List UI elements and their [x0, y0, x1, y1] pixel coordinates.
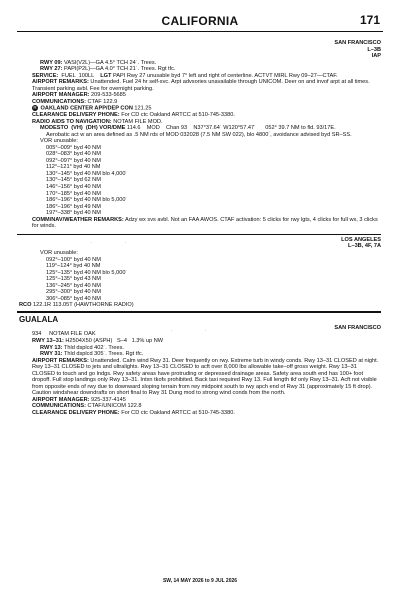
vor-unusable-item: 186°–196° byd 49 NM: [46, 203, 101, 210]
vor-unusable-item: 112°–121° byd 40 NM: [46, 164, 101, 171]
chart-ref: L–3B: [367, 46, 381, 53]
page-footer: SW, 14 MAY 2026 to 9 JUL 2026: [162, 578, 238, 584]
vor-unusable-item: 119°–124° byd 40 NM: [46, 263, 101, 270]
guadalupe-vor-list: [19, 257, 381, 303]
vor-unusable-item: 146°–156° byd 40 NM: [46, 184, 101, 191]
vor-unusable-item: 186°–196° byd 40 NM blo 5,000´: [46, 197, 128, 204]
vor-unusable-item: 125°–135° byd 43 NM: [46, 276, 101, 283]
vor-unusable-item: 092°–097° byd 40 NM: [46, 157, 101, 164]
comm-nav-weather-remarks: COMM/NAV/WEATHER REMARKS: Adzy wx svs avbl. Not an FAA AWOS. CTAF activation: 5 clicks for rwy lgts, 4 clicks for full wx, 3 clicks for winds.: [32, 216, 378, 230]
page-header: [0, 14, 400, 30]
vor-unusable-item: 028°–083° byd 40 NM: [46, 151, 101, 158]
sectional-chart: SAN FRANCISCO: [334, 40, 381, 46]
vor-unusable-item: 005°–009° byd 40 NM: [46, 144, 101, 151]
directory-body: SAN FRANCISCO L–3B IAP RWY 09: VASI(V2L)—GA 4.5° TCH 24´. Trees. RWY 27: PAPI(P2L)—GA 4.0° TCH 21´. Trees. Rgt tfc. SERVICE: FUEL 100LL LGT PAPI Rwy 27 unusable byd 7° left and right of centerline. ACTVT MIRL Rwy 09–27—CTAF. AIRPORT REMARKS: Unattended. Fuel 24 hr self-svc. Arpt advsories unavailable through UNICOM. Deer on and invof arpt at all times. Transient parking avbl. Fee for overnight parking. AIRPORT MANAGER: 209-533-5685 COMMUNICATIONS: CTAF 122.9 R OAKLAND CENTER APP/DEP CON 121.25 CLEARANCE DELIVERY PHONE: For CD ctc Oakland ARTCC at 510-745-3380. RADIO AIDS TO NAVIGATION: NOTAM FILE MOD. MODESTO (VH) (DH) VOR/DME 114.6 MOD Chan 93 N37°37.64´ W120°57.47´ 052° 39.7 NM to fld. 93/17E. Aerobatic act w an area defined as .5 NM rds of MOD 032028 (7.5 NM SW 022), blo 4800´, avoidance advised byd SR–SS. VOR unusable: 005°–009° byd 40 NM 028°–083° byd 40 NM 092°–097° byd 40 NM 112°–121° byd 40 NM 130°–145° byd 40 NM blo 4,000´ 130°–145° byd 62 NM 146°–156° byd 40 NM 170°–185° byd 40 NM 186°–196° byd 40 NM blo 5,000´ 186°–196° byd 49 NM 197°–338° byd 40 NM COMM/NAV/WEATHER REMARKS: Adzy wx svs avbl. Not an FAA AWOS. CTAF activation: 5 clicks for rwy lgts, 4 clicks for full wx, 3 clicks for winds. LOS ANGELES L–3B, 4F, 7A VOR unusable: 092°–100° byd 40 NM 119°–124° byd 40 NM 125°–135° byd 40 NM blo 5,000´ 125°–135° byd 43 NM 136°–245° byd 40 NM 295°–300° byd 40 NM 306°–085° byd 40 NM RCO 122.1R 113.05T (HAWTHORNE RADIO) GUALALA SAN FRANCISCO 934 NOTAM FILE OAK RWY 13–31: H2504X50 (ASPH) S–4 1.3% up NW RWY 13: Thld dsplcd 402´. Trees. RWY 31: Thld dsplcd 305´. Trees. Rgt tfc. AIRPORT REMARKS: Unattended. Calm wind Rwy 31. Deer frequently on rwy. Extreme turb in windy conds. Rwy 13–31 CLOSED at night. Rwy 13–31 CLOSED to jets and ultralights. Rwy 13–31 CLOSED to acft over 8,000 lbs allowable take–off gross weight. Rwy 13–31 CLOSED to touch and go lndgs. Rwy safety areas have protruding or depressed drainage areas. Safety area south end has 100+ foot dropoff. Full stop landings only Rwy 13–31. Intxn tkofs prohibited. Back taxi required Rwy 13. Full length tkf only Rwy 13–31. Acft not visible from opposite ends of rwy due to downward sloping terrain from rwy midpoint south to rwy apch end of Rwy 31 (approximately 15 ft drop). Caution windshear downdrafts on short final to Rwy 31 Dung mod to strong wind conds from the north. AIRPORT MANAGER: 925-337-4145 COMMUNICATIONS: CTAF/UNICOM 122.8 CLEARANCE DELIVERY PHONE: For CD ctc Oakland ARTCC at 510-745-3380.: [19, 40, 381, 416]
vor-unusable-item: 306°–085° byd 40 NM: [46, 295, 101, 302]
vor-unusable-item: 125°–135° byd 40 NM blo 5,000´: [46, 269, 128, 276]
vor-unusable-item: 197°–338° byd 40 NM: [46, 210, 101, 217]
state-title: CALIFORNIA: [161, 14, 239, 28]
vor-unusable-item: 130°–145° byd 40 NM blo 4,000´: [46, 170, 128, 177]
section-divider-thick: [17, 311, 381, 313]
airport-remarks: AIRPORT REMARKS: Unattended. Calm wind Rwy 31. Deer frequently on rwy. Extreme turb in windy conds. Rwy 13–31 CLOSED at night. Rwy 13–31 CLOSED to jets and ultralights. Rwy 13–31 CLOSED to acft over 8,000 lbs allowable take–off gross weight. Rwy 13–31 CLOSED to touch and go lndgs. Rwy safety areas have protruding or depressed drainage areas. Safety area south end has 100+ foot dropoff. Full stop landings only Rwy 13–31. Intxn tkofs prohibited. Back taxi required Rwy 13. Full length tkf only Rwy 13–31. Acft not visible from opposite ends of rwy due to downward sloping terrain from rwy midpoint south to rwy apch end of Rwy 31 (approximately 15 ft drop). Caution windshear downdrafts on short final to Rwy 31 Dung mod to strong wind conds from the north.: [32, 357, 379, 397]
header-rule: [17, 31, 383, 32]
section-divider: [17, 234, 381, 235]
vor-unusable-item: 092°–100° byd 40 NM: [46, 256, 101, 263]
vor-unusable-item: 136°–245° byd 40 NM: [46, 282, 101, 289]
groveland-vor-list: [19, 145, 381, 217]
airport-remarks: AIRPORT REMARKS: Unattended. Fuel 24 hr self-svc. Arpt advsories unavailable through UNICOM. Deer on and invof arpt at all times. Transient parking avbl. Fee for overnight parking.: [32, 79, 370, 92]
radar-badge-icon: R: [33, 105, 37, 111]
vor-unusable-item: 295°–300° byd 40 NM: [46, 289, 101, 296]
page-number: 171: [359, 13, 380, 27]
city-heading: GUALALA: [19, 314, 59, 324]
vor-unusable-item: 130°–145° byd 62 NM: [46, 177, 101, 184]
iap-ref: IAP: [371, 53, 381, 60]
vor-unusable-item: 170°–185° byd 40 NM: [46, 190, 101, 197]
